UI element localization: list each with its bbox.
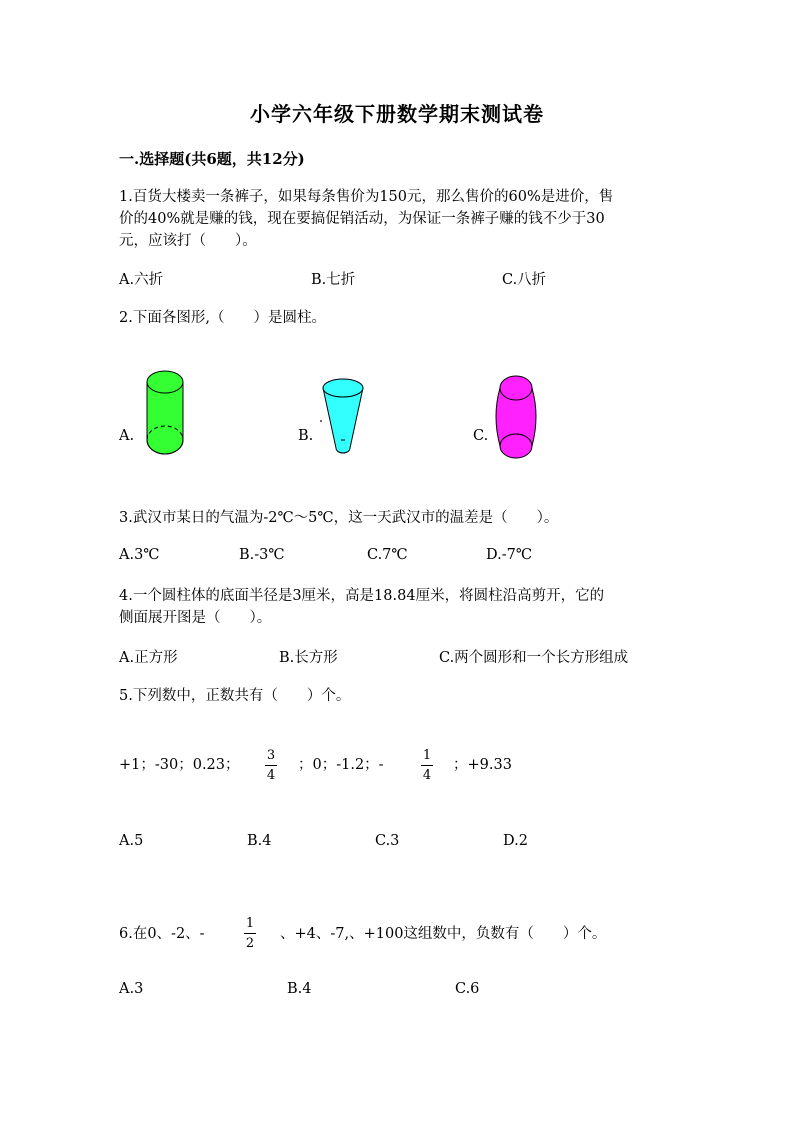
question-1 xyxy=(119,186,613,252)
fraction-bar xyxy=(265,765,277,766)
q5-option-d[interactable]: D.2 xyxy=(503,833,528,849)
q3-option-d[interactable]: D.-7℃ xyxy=(486,547,533,563)
q5-numbers-part-1: +1；-30；0.23； xyxy=(119,757,240,773)
q2-option-c[interactable]: C. xyxy=(473,428,489,444)
question-1-line-2: 价的40%就是赚的钱，现在要搞促销活动，为保证一条裤子赚的钱不少于30 xyxy=(119,211,605,227)
q5-fraction-3-4-numerator: 3 xyxy=(266,748,276,763)
q5-fraction-3-4-denominator: 4 xyxy=(266,768,276,783)
question-4 xyxy=(119,585,604,629)
q5-numbers-part-3: ；+9.33 xyxy=(453,757,512,773)
question-5: 5.下列数中，正数共有（ ）个。 xyxy=(119,688,351,704)
fraction-bar xyxy=(421,765,433,766)
q4-option-c[interactable]: C.两个圆形和一个长方形组成 xyxy=(439,650,629,666)
q5-fraction-3-4 xyxy=(265,748,277,783)
question-1-line-3: 元，应该打（ ）。 xyxy=(119,233,257,249)
cyan-frustum-side xyxy=(323,388,363,453)
q1-option-b[interactable]: B.七折 xyxy=(311,272,356,288)
q1-option-c[interactable]: C.八折 xyxy=(502,272,547,288)
q6-option-b[interactable]: B.4 xyxy=(287,981,312,997)
question-1-line-1: 1.百货大楼卖一条裤子，如果每条售价为150元，那么售价的60%是进价，售 xyxy=(119,189,614,205)
green-cylinder-top xyxy=(147,371,183,393)
section-heading: 一.选择题(共6题，共12分) xyxy=(119,150,305,168)
q6-fraction-1-2 xyxy=(244,916,256,951)
green-cylinder-figure xyxy=(140,368,190,458)
cyan-frustum-figure xyxy=(318,376,373,466)
q2-option-a[interactable]: A. xyxy=(119,428,135,444)
magenta-bulged-top xyxy=(500,376,532,400)
q3-option-c[interactable]: C.7℃ xyxy=(367,547,408,563)
q6-fraction-denominator: 2 xyxy=(245,936,255,951)
q4-option-b[interactable]: B.长方形 xyxy=(279,650,338,666)
q5-fraction-1-4-denominator: 4 xyxy=(422,768,432,783)
magenta-bulged-figure xyxy=(494,372,544,464)
q5-numbers-part-2: ；0；-1.2；- xyxy=(298,757,384,773)
q5-fraction-1-4-numerator: 1 xyxy=(422,748,432,763)
q6-option-c[interactable]: C.6 xyxy=(455,981,480,997)
question-3: 3.武汉市某日的气温为-2℃～5℃，这一天武汉市的温差是（ ）。 xyxy=(119,510,559,526)
q1-option-a[interactable]: A.六折 xyxy=(119,272,164,288)
q5-fraction-1-4 xyxy=(421,748,433,783)
q6-option-a[interactable]: A.3 xyxy=(119,981,144,997)
question-4-line-2: 侧面展开图是（ ）。 xyxy=(119,610,272,626)
question-6-part-1: 6.在0、-2、- xyxy=(119,926,205,942)
q5-option-c[interactable]: C.3 xyxy=(375,833,400,849)
q5-option-a[interactable]: A.5 xyxy=(119,833,144,849)
fraction-bar xyxy=(244,933,256,934)
question-2: 2.下面各图形,（ ）是圆柱。 xyxy=(119,310,326,326)
cyan-frustum-top xyxy=(323,379,363,397)
q3-option-a[interactable]: A.3℃ xyxy=(119,547,160,563)
question-4-line-1: 4.一个圆柱体的底面半径是3厘米，高是18.84厘米，将圆柱沿高剪开，它的 xyxy=(119,588,605,604)
q4-option-a[interactable]: A.正方形 xyxy=(119,650,178,666)
q3-option-b[interactable]: B.-3℃ xyxy=(239,547,285,563)
q2-option-b[interactable]: B. xyxy=(298,428,314,444)
q5-option-b[interactable]: B.4 xyxy=(247,833,272,849)
cyan-frustum-dot xyxy=(320,420,322,422)
question-6-part-2: 、+4、-7,、+100这组数中，负数有（ ）个。 xyxy=(280,926,607,942)
page-title: 小学六年级下册数学期末测试卷 xyxy=(250,102,544,126)
q6-fraction-numerator: 1 xyxy=(245,916,255,931)
